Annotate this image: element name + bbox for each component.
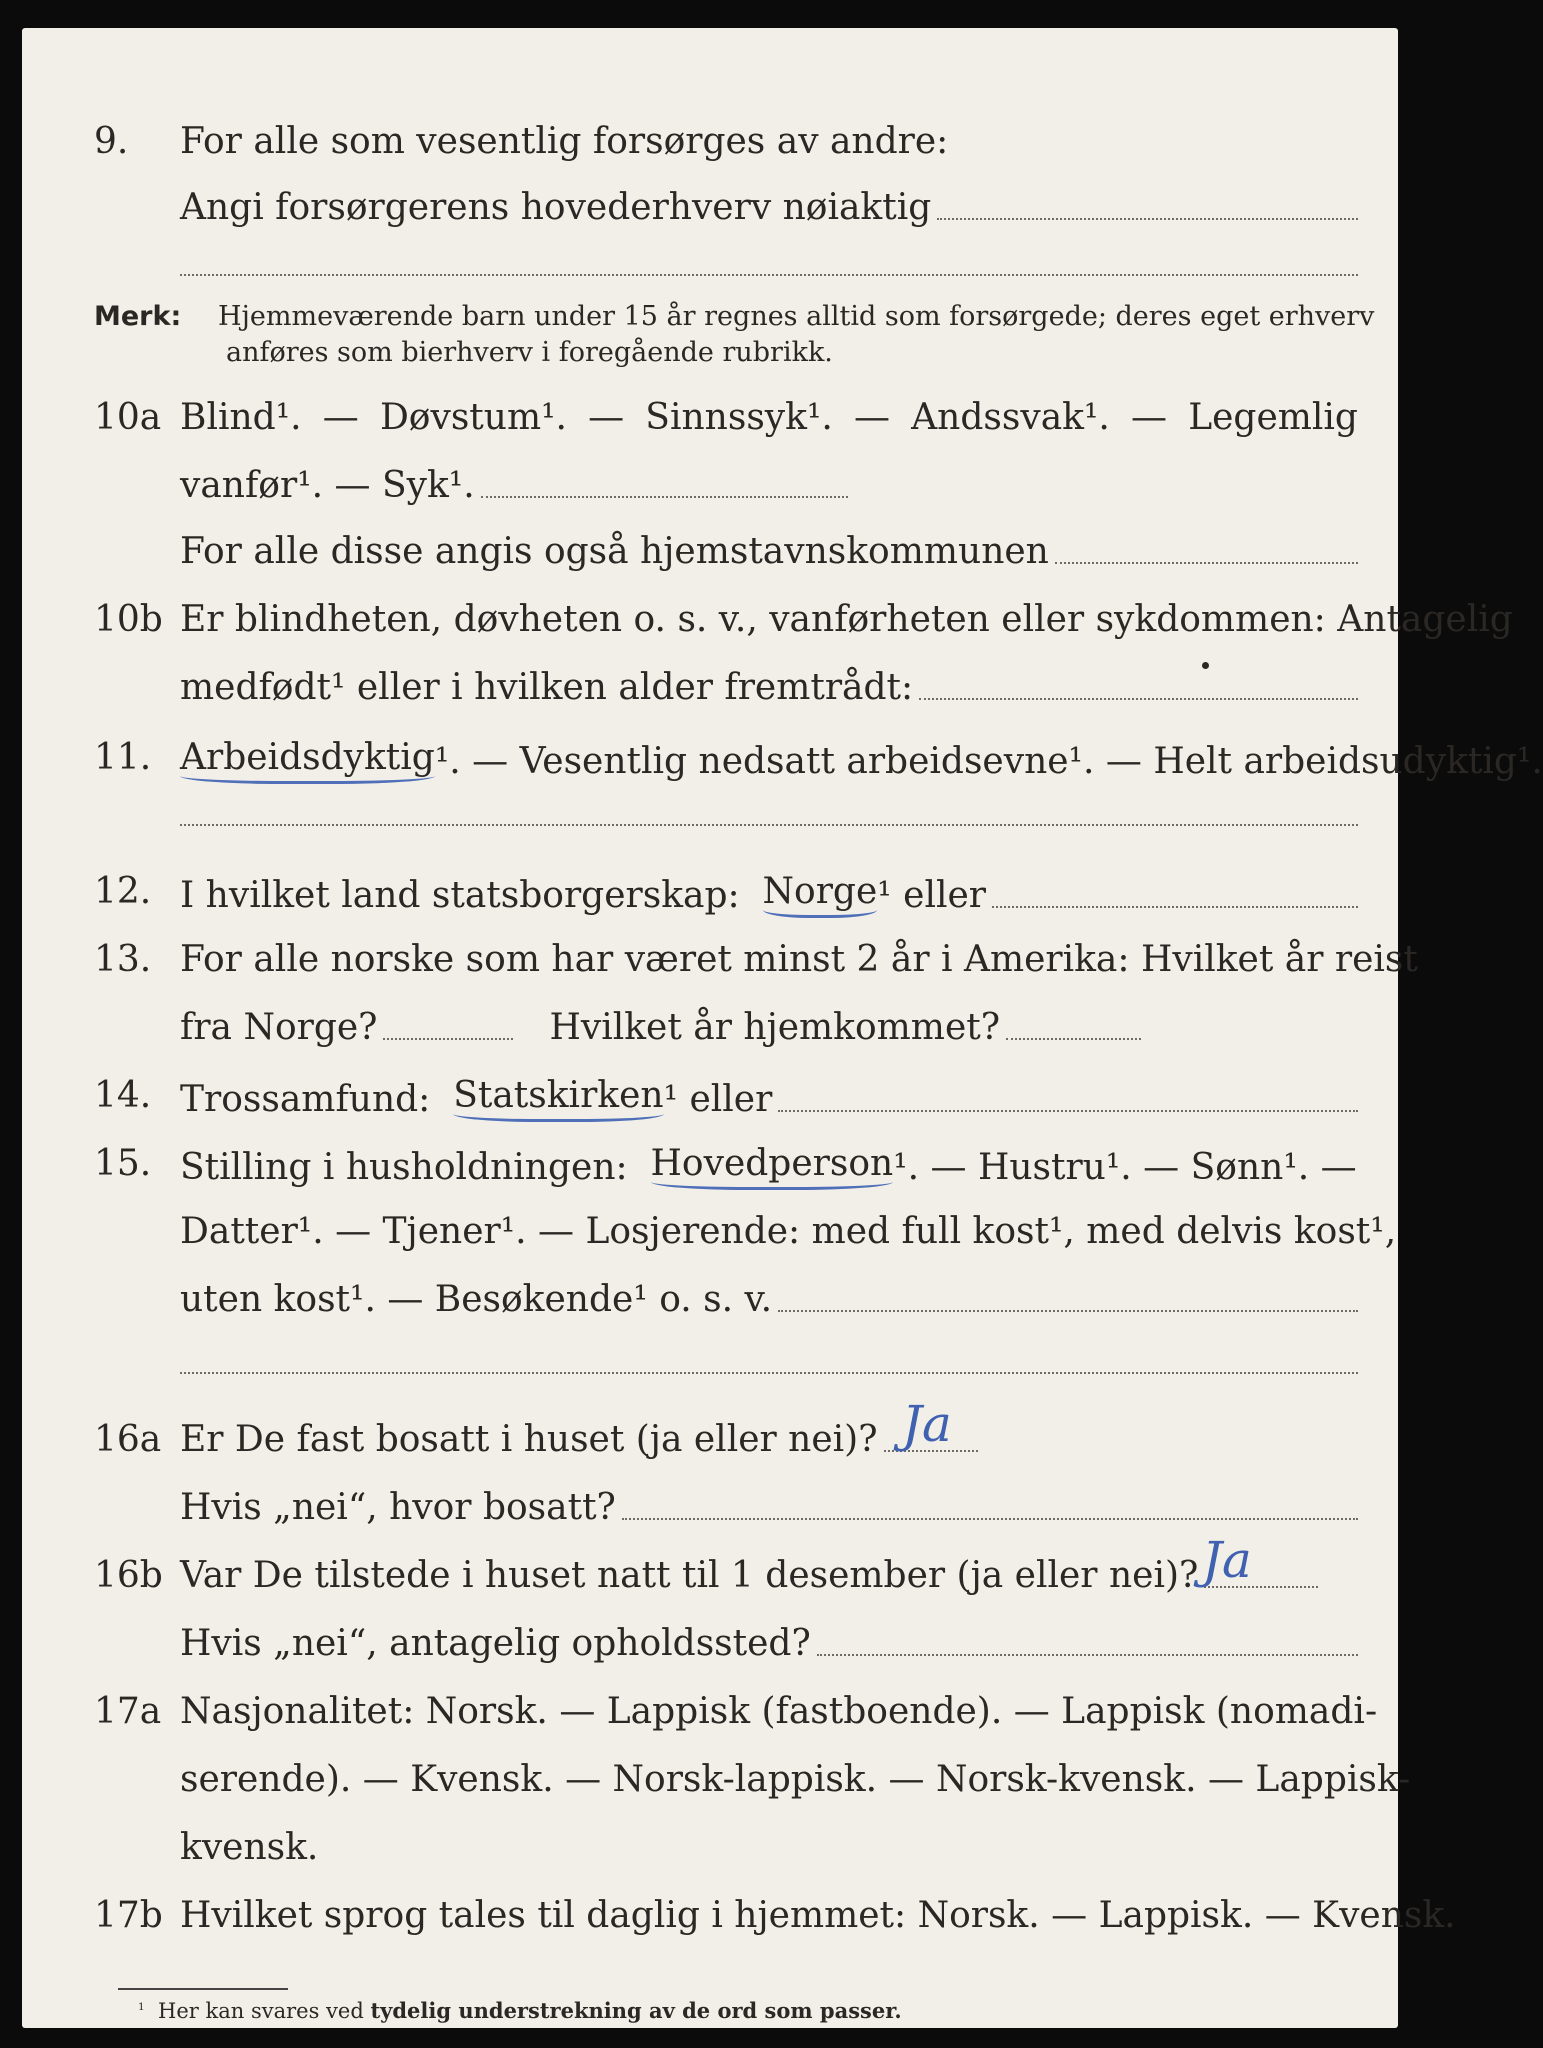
answer-field-11[interactable] — [180, 824, 1358, 826]
handwritten-answer-16a: Ja — [902, 1395, 952, 1453]
answer-underline-statskirken: Statskirken — [453, 1074, 663, 1122]
item-13-number: 13. — [94, 939, 152, 980]
answer-field-16a-residence[interactable] — [622, 1518, 1358, 1520]
item-10a-number: 10a — [94, 397, 162, 438]
answer-field-13-departed[interactable] — [383, 1038, 513, 1040]
item-16a-line-1: Er De fast bosatt i huset (ja eller nei)? — [180, 1418, 978, 1462]
answer-field-14[interactable] — [778, 1110, 1358, 1112]
form-page — [22, 28, 1543, 2028]
answer-field-10a-sick[interactable] — [481, 496, 848, 498]
merk-label: Merk: — [94, 301, 182, 332]
answer-underline-hovedperson: Hovedperson — [651, 1142, 894, 1190]
item-15-line-3: uten kost¹. — Besøkende¹ o. s. v. — [180, 1278, 1358, 1322]
item-14-line-1: Trossamfund: Statskirken ¹ eller — [180, 1074, 1358, 1122]
item-16b-line-2: Hvis „nei“, antagelig opholdssted? — [180, 1622, 1358, 1666]
item-13-line-2: fra Norge? Hvilket år hjemkommet? — [180, 1006, 1358, 1050]
merk-line-2: anføres som bierhverv i foregående rubrikk. — [226, 337, 833, 368]
item-10b-number: 10b — [94, 599, 163, 640]
item-11-number: 11. — [94, 737, 152, 778]
footnote: $^1$ Her kan svares ved tydelig understrekning av de ord som passer. — [138, 1998, 902, 2023]
item-15-line-1: Stilling i husholdningen: Hovedperson ¹. — Hustru¹. — Sønn¹. — — [180, 1143, 1357, 1188]
item-12-line-1: I hvilket land statsborgerskap: Norge ¹ eller — [180, 870, 1358, 918]
item-16b-line-1: Var De tilstede i huset natt til 1 desember (ja eller nei)? — [180, 1554, 1318, 1598]
item-10a-line-3: For alle disse angis også hjemstavnskommunen — [180, 530, 1358, 574]
item-17a-line-3: kvensk. — [180, 1827, 319, 1868]
merk-line-1: Hjemmeværende barn under 15 år regnes alltid som forsørgede; deres eget erhverv — [218, 301, 1375, 332]
item-17a-number: 17a — [94, 1691, 162, 1732]
item-16a-line-2: Hvis „nei“, hvor bosatt? — [180, 1486, 1358, 1530]
answer-field-13-returned[interactable] — [1006, 1038, 1141, 1040]
answer-field-10b[interactable] — [919, 698, 1358, 700]
item-10b-line-2: medfødt¹ eller i hvilken alder fremtrådt: — [180, 666, 1358, 710]
answer-underline-arbeidsdyktig: Arbeidsdyktig — [180, 736, 435, 784]
item-15-line-2: Datter¹. — Tjener¹. — Losjerende: med full kost¹, med delvis kost¹, — [180, 1211, 1397, 1252]
item-13-line-1: For alle norske som har været minst 2 år i Amerika: Hvilket år reist — [180, 939, 1418, 980]
answer-field-15-extra[interactable] — [180, 1372, 1358, 1374]
item-10a-line-2: vanfør¹. — Syk¹. — [180, 464, 848, 508]
item-15-number: 15. — [94, 1143, 152, 1184]
item-10b-line-1: Er blindheten, døvheten o. s. v., vanførheten eller sykdommen: Antagelig — [180, 599, 1513, 640]
answer-field-10a-municipality[interactable] — [1055, 562, 1358, 564]
item-16b-number: 16b — [94, 1555, 163, 1596]
item-16a-number: 16a — [94, 1419, 162, 1460]
item-17b-line-1: Hvilket sprog tales til daglig i hjemmet: Norsk. — Lappisk. — Kvensk. — [180, 1895, 1456, 1936]
item-12-number: 12. — [94, 871, 152, 912]
answer-underline-norge: Norge — [763, 870, 878, 918]
item-9-number: 9. — [94, 121, 129, 162]
item-9-line-2: Angi forsørgerens hovederhverv nøiaktig — [180, 186, 1358, 230]
item-17b-number: 17b — [94, 1895, 163, 1936]
footnote-rule — [118, 1988, 288, 1990]
item-9-line-1: For alle som vesentlig forsørges av andre: — [180, 121, 949, 162]
answer-field-12[interactable] — [992, 906, 1358, 908]
answer-field-16b-whereabouts[interactable] — [817, 1654, 1358, 1656]
item-11-line-1: Arbeidsdyktig ¹. — Vesentlig nedsatt arbeidsevne¹. — Helt arbeidsudyktig¹. — [180, 737, 1543, 782]
item-14-number: 14. — [94, 1075, 152, 1116]
handwritten-answer-16b: Ja — [1202, 1531, 1252, 1589]
answer-field-15[interactable] — [778, 1310, 1358, 1312]
answer-field-9[interactable] — [937, 218, 1358, 220]
ink-spot — [1202, 662, 1209, 669]
answer-field-9-extra[interactable] — [180, 274, 1358, 276]
item-17a-line-1: Nasjonalitet: Norsk. — Lappisk (fastboende). — Lappisk (nomadi- — [180, 1691, 1378, 1732]
item-10a-line-1: Blind¹. — Døvstum¹. — Sinnssyk¹. — Andssvak¹. — Legemlig — [180, 397, 1358, 438]
item-17a-line-2: serende). — Kvensk. — Norsk-lappisk. — Norsk-kvensk. — Lappisk- — [180, 1759, 1411, 1800]
